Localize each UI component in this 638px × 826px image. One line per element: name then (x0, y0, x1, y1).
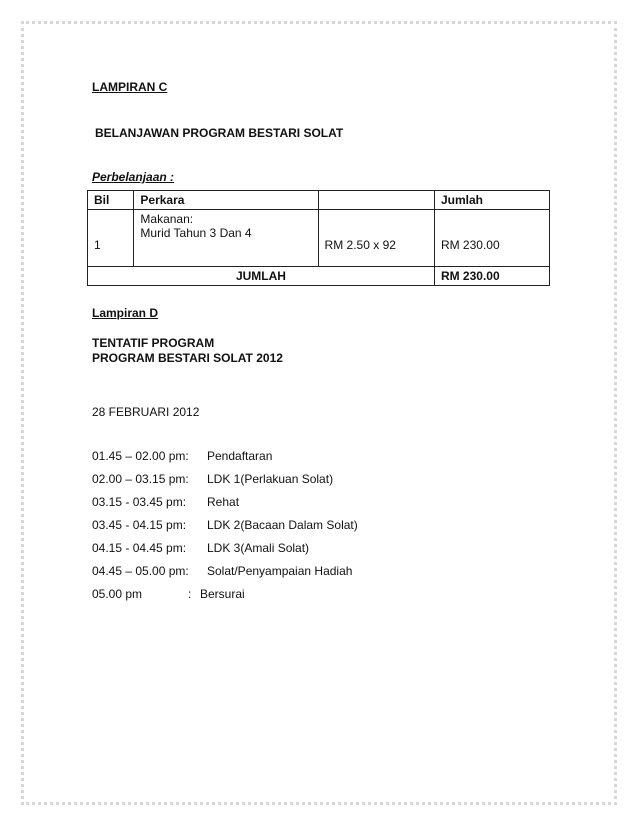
schedule-time: 04.45 – 05.00 pm: (92, 564, 189, 578)
schedule-time: 03.45 - 04.15 pm: (92, 518, 187, 532)
schedule-time: 05.00 pm (92, 587, 143, 601)
schedule-activity: Pendaftaran (207, 449, 273, 463)
budget-table (87, 190, 550, 286)
schedule-activity: LDK 3(Amali Solat) (207, 541, 310, 555)
program-date: 28 FEBRUARI 2012 (92, 405, 200, 419)
header-jumlah: Jumlah (434, 191, 549, 210)
schedule-time: 03.15 - 03.45 pm: (92, 495, 187, 509)
table-header-row (88, 191, 550, 210)
perbelanjaan-heading: Perbelanjaan : (92, 170, 175, 184)
lampiran-c-heading: LAMPIRAN C (92, 80, 168, 94)
schedule-item (92, 518, 358, 532)
header-bil: Bil (88, 191, 134, 210)
total-label: JUMLAH (88, 267, 435, 286)
schedule-separator: : (188, 587, 192, 601)
table-row (88, 210, 550, 267)
perkara-line2: Murid Tahun 3 Dan 4 (140, 226, 252, 240)
schedule-time: 01.45 – 02.00 pm: (92, 449, 189, 463)
cell-jumlah: RM 230.00 (434, 210, 549, 267)
schedule-item (92, 541, 309, 555)
schedule-item (92, 449, 272, 463)
cell-unit: RM 2.50 x 92 (318, 210, 434, 267)
table-total-row (88, 267, 550, 286)
cell-perkara (134, 210, 318, 267)
lampiran-d-heading: Lampiran D (92, 306, 159, 320)
schedule-activity: Solat/Penyampaian Hadiah (207, 564, 353, 578)
schedule-activity: LDK 2(Bacaan Dalam Solat) (207, 518, 358, 532)
total-value: RM 230.00 (434, 267, 549, 286)
schedule-item (92, 495, 239, 509)
schedule-time: 02.00 – 03.15 pm: (92, 472, 189, 486)
budget-title: BELANJAWAN PROGRAM BESTARI SOLAT (95, 126, 344, 140)
program-heading: PROGRAM BESTARI SOLAT 2012 (92, 351, 283, 365)
tentatif-heading: TENTATIF PROGRAM (92, 336, 215, 350)
schedule-activity: Bersurai (200, 587, 245, 601)
perkara-line1: Makanan: (140, 212, 194, 226)
header-perkara: Perkara (134, 191, 318, 210)
schedule-item (92, 564, 352, 578)
header-blank (318, 191, 434, 210)
schedule-activity: Rehat (207, 495, 240, 509)
schedule-time: 04.15 - 04.45 pm: (92, 541, 187, 555)
schedule-item-final (92, 587, 245, 601)
schedule-activity: LDK 1(Perlakuan Solat) (207, 472, 334, 486)
schedule-item (92, 472, 333, 486)
cell-bil: 1 (88, 210, 134, 267)
